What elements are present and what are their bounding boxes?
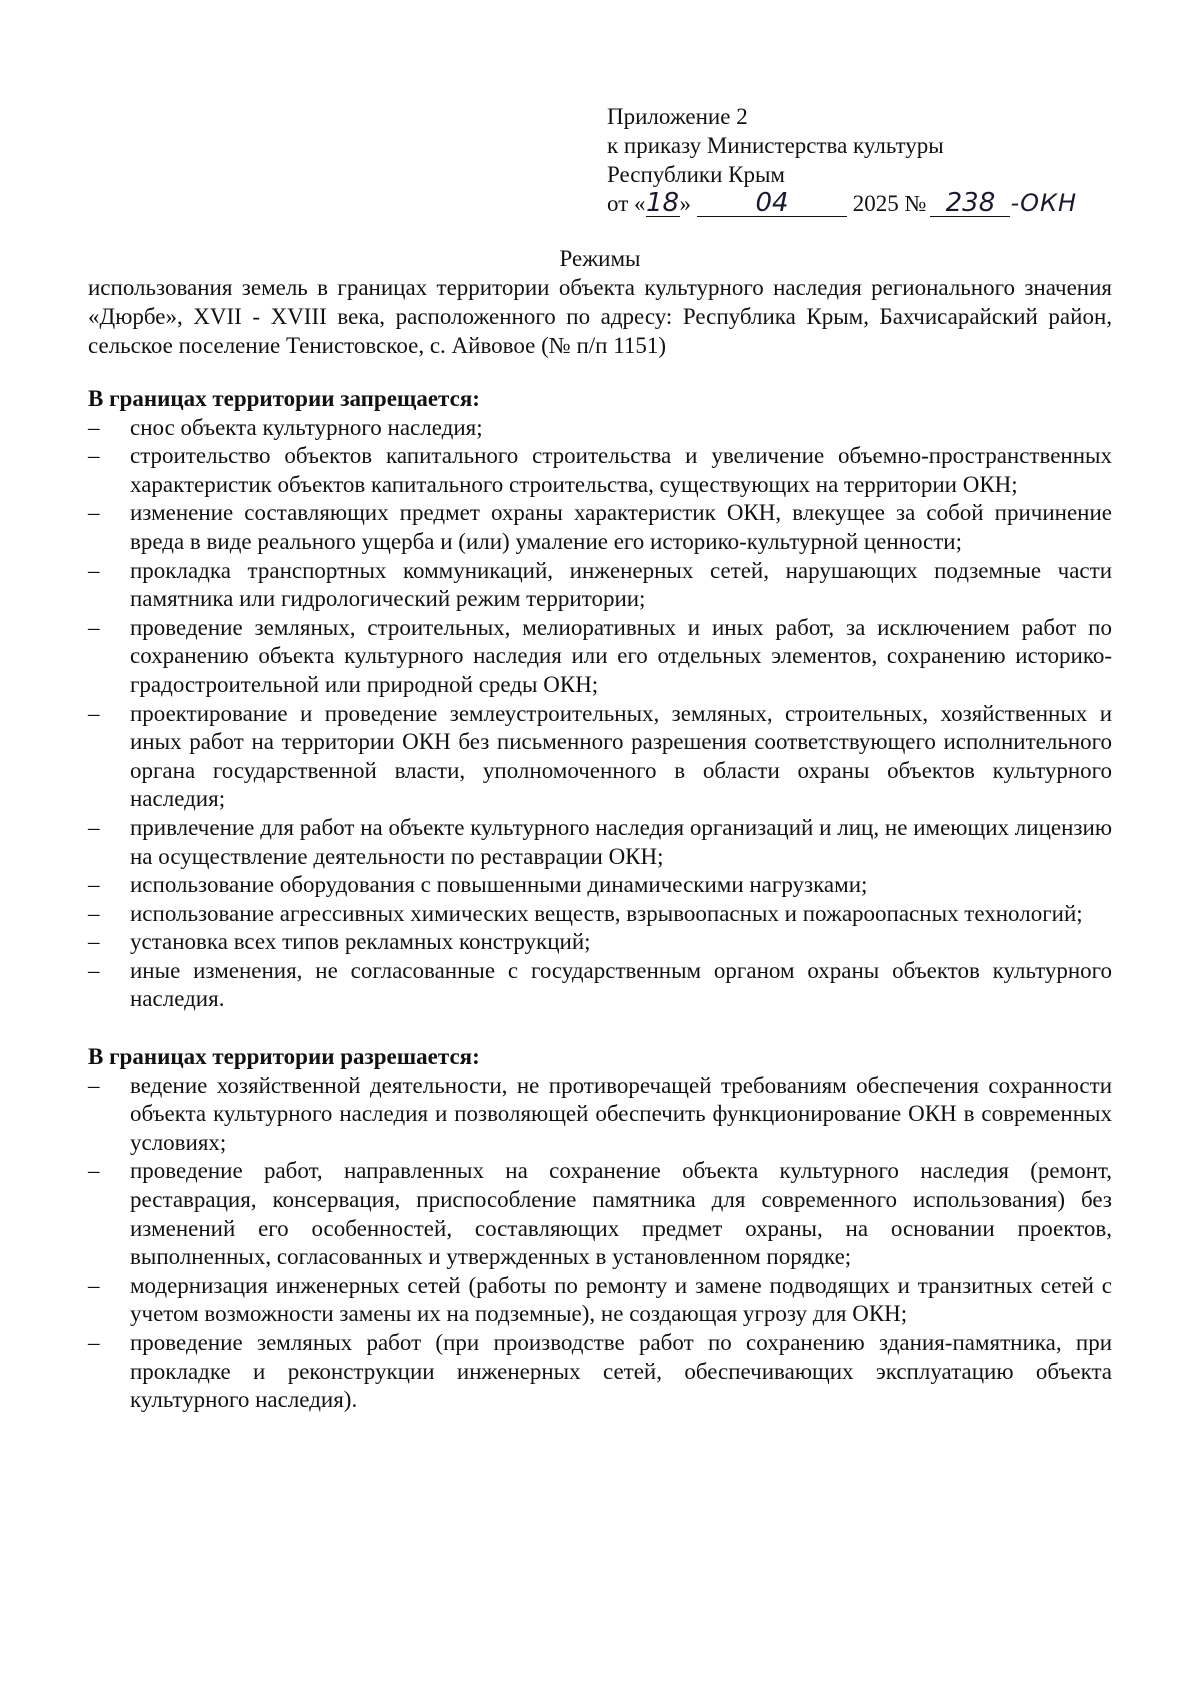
list-item: – прокладка транспортных коммуникаций, инженерных сетей, нарушающих подземные части памятника или гидрологический режим территории; bbox=[88, 557, 1112, 612]
dash-bullet: – bbox=[88, 1158, 100, 1184]
dash-bullet: – bbox=[88, 814, 100, 840]
dash-bullet: – bbox=[88, 1072, 100, 1098]
date-prefix: от « bbox=[607, 191, 646, 216]
dash-bullet: – bbox=[88, 1330, 100, 1355]
list-item: – использование агрессивных химических веществ, взрывоопасных и пожароопасных технологий; bbox=[88, 900, 1112, 929]
dash-bullet: – bbox=[88, 557, 100, 583]
list-item: – изменение составляющих предмет охраны характеристик ОКН, влекущее за собой причинение вреда в виде реального ущерба и (или) умаление его историко-культурной ценности; bbox=[88, 500, 1112, 554]
document-title bbox=[88, 244, 1112, 360]
appendix-label: Приложение 2 bbox=[607, 104, 748, 129]
list-item: – строительство объектов капитального строительства и увеличение объемно-пространственных характеристик объектов капитального строительства, существующих на территории ОКН; bbox=[88, 443, 1112, 497]
list-item: – модернизация инженерных сетей (работы по ремонту и замене подводящих и транзитных сетей с учетом возможности замены их на подземные), не создающая угрозу для ОКН; bbox=[88, 1272, 1112, 1327]
list-item: – проведение земляных, строительных, мелиоративных и иных работ, за исключением работ по сохранению объекта культурного наследия или его отдельных элементов, сохранению историко-градостроительной или природной среды ОКН; bbox=[88, 614, 1112, 697]
dash-bullet: – bbox=[88, 614, 100, 640]
dash-bullet: – bbox=[88, 900, 100, 926]
dash-bullet: – bbox=[88, 700, 100, 726]
year-number-label: 2025 № bbox=[852, 191, 927, 216]
prohibited-list bbox=[88, 414, 1112, 1014]
dash-bullet: – bbox=[88, 443, 100, 469]
list-item: – проведение работ, направленных на сохранение объекта культурного наследия (ремонт, реставрация, консервация, приспособление памятника для современного использования) без изменений его особенностей, составляющих предмет охраны, на основании проектов, выполненных, согласованных и утвержденных в установленном порядке; bbox=[88, 1158, 1112, 1270]
dash-bullet: – bbox=[88, 414, 100, 440]
list-item: – привлечение для работ на объекте культурного наследия организаций и лиц, не имеющих лицензию на осуществление деятельности по реставрации ОКН; bbox=[88, 814, 1112, 869]
prohibited-heading: В границах территории запрещается: bbox=[88, 386, 480, 411]
list-item: – иные изменения, не согласованные с государственным органом охраны объектов культурного наследия. bbox=[88, 957, 1112, 1012]
list-item: – установка всех типов рекламных конструкций; bbox=[88, 928, 1112, 957]
dash-bullet: – bbox=[88, 957, 100, 983]
appendix-date-line bbox=[607, 189, 1107, 218]
title-heading: Режимы bbox=[559, 246, 641, 271]
list-item: – использование оборудования с повышенными динамическими нагрузками; bbox=[88, 871, 1112, 900]
list-item: – ведение хозяйственной деятельности, не противоречащей требованиям обеспечения сохранности объекта культурного наследия и позволяющей обеспечить функционирование ОКН в современных условиях; bbox=[88, 1072, 1112, 1155]
document-body bbox=[88, 385, 1112, 1415]
appendix-block bbox=[607, 102, 1107, 218]
order-suffix-handwritten: -ОКН bbox=[1010, 189, 1078, 217]
order-number-handwritten: 238 bbox=[930, 190, 1010, 217]
date-day-handwritten: 18 bbox=[645, 188, 680, 218]
dash-bullet: – bbox=[88, 872, 100, 898]
allowed-heading: В границах территории разрешается: bbox=[88, 1044, 480, 1070]
appendix-order-ref: к приказу Министерства культуры bbox=[607, 133, 944, 158]
dash-bullet: – bbox=[88, 1272, 100, 1298]
list-item: – снос объекта культурного наследия; bbox=[88, 414, 1112, 443]
appendix-region: Республики Крым bbox=[607, 162, 785, 187]
dash-bullet: – bbox=[88, 500, 100, 526]
dash-bullet: – bbox=[88, 929, 100, 955]
allowed-list bbox=[88, 1072, 1112, 1415]
date-month-handwritten: 04 bbox=[697, 190, 847, 217]
list-item: – проведение земляных работ (при производстве работ по сохранению здания-памятника, при прокладке и реконструкции инженерных сетей, обеспечивающих эксплуатацию объекта культурного наследия). bbox=[88, 1330, 1112, 1413]
title-subtitle: использования земель в границах территории объекта культурного наследия регионального значения «Дюрбе», XVII - XVIII века, расположенного по адресу: Республика Крым, Бахчисарайский район, сельское поселение Тенистовское, с. Айвовое (№ п/п 1151) bbox=[88, 275, 1112, 358]
date-mid: » bbox=[679, 191, 691, 216]
list-item: – проектирование и проведение землеустроительных, земляных, строительных, хозяйственных и иных работ на территории ОКН без письменного разрешения соответствующего исполнительного органа государственной власти, уполномоченного в области охраны объектов культурного наследия; bbox=[88, 700, 1112, 812]
